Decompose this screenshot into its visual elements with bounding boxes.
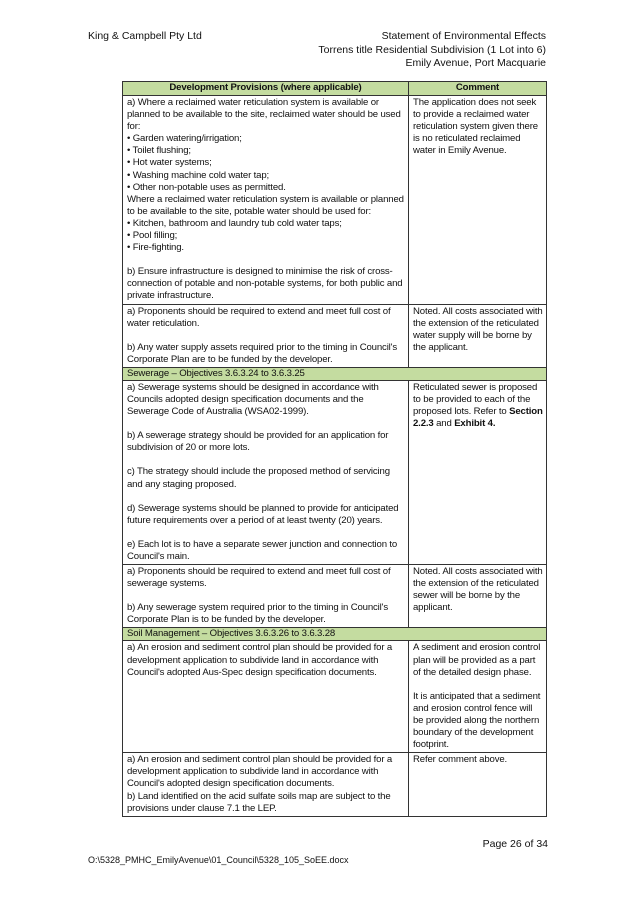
provision-cell <box>123 753 409 816</box>
provision-text: a) Where a reclaimed water reticulation system is available or planned to be available to the site, reclaimed water should be used for: • Garden watering/irrigation; • Toilet flushing; • Hot water systems; • Washing machine cold water tap; • Other non-potable uses as permitted. Where a reclaimed water reticulation system is available or planned to be available to the site, potable water should be used for: • Kitchen, bathroom and laundry tub cold water taps; • Pool filling; • Fire-fighting. <box>127 97 404 254</box>
comment-text: A sediment and erosion control plan will be provided as a part of the detailed design phase. <box>413 642 541 678</box>
provision-cell <box>123 380 409 564</box>
provision-text: b) Ensure infrastructure is designed to minimise the risk of cross-connection of potable and non-potable systems, for both public and private infrastructure. <box>127 266 403 302</box>
section-row-sewerage <box>123 367 547 380</box>
comment-text: Reticulated sewer is proposed to be provided to each of the proposed lots. Refer to <box>413 381 538 418</box>
provision-text: a) An erosion and sediment control plan should be provided for a development application to subdivide land in accordance with Council's adopted design specification documents. <box>127 754 393 790</box>
provisions-table <box>122 81 547 817</box>
header-project: Torrens title Residential Subdivision (1 Lot into 6) <box>318 43 546 56</box>
section-row-soil <box>123 628 547 641</box>
comment-cell <box>409 753 547 816</box>
comment-cell <box>409 96 547 305</box>
comment-cell <box>409 380 547 564</box>
section-heading: Soil Management – Objectives 3.6.3.26 to 3.6.3.28 <box>123 628 547 641</box>
provision-cell <box>123 641 409 753</box>
header-company: King & Campbell Pty Ltd <box>88 30 202 42</box>
provision-text: a) An erosion and sediment control plan should be provided for a development application to subdivide land in accordance with Council's adopted Aus-Spec design specification documents. <box>127 642 393 678</box>
table-header-row <box>123 82 547 96</box>
provision-text: d) Sewerage systems should be planned to provide for anticipated future requirements over a period of at least twenty (20) years. <box>127 502 399 526</box>
provision-text: e) Each lot is to have a separate sewer junction and connection to Council's main. <box>127 538 398 562</box>
file-path: O:\5328_PMHC_EmilyAvenue\01_Council\5328_105_SoEE.docx <box>88 855 349 865</box>
table-row <box>123 753 547 816</box>
comment-text: The application does not seek to provide a reclaimed water reticulation system given there is no reticulated reclaimed water in Emily Avenue. <box>413 97 538 157</box>
table-row <box>123 380 547 564</box>
provision-text: a) Proponents should be required to extend and meet full cost of water reticulation. <box>127 305 391 329</box>
section-heading: Sewerage – Objectives 3.6.3.24 to 3.6.3.25 <box>123 367 547 380</box>
page-number: Page 26 of 34 <box>482 838 548 850</box>
comment-text: It is anticipated that a sediment and erosion control fence will be provided along the northern boundary of the development footprint. <box>413 690 541 751</box>
provision-cell <box>123 565 409 628</box>
table-row <box>123 96 547 305</box>
comment-text: Refer comment above. <box>413 754 508 766</box>
provision-text: a) Sewerage systems should be designed in accordance with Councils adopted design specification documents and the Sewerage Code of Australia (WSA02-1999). <box>127 381 379 418</box>
header-address: Emily Avenue, Port Macquarie <box>405 57 546 69</box>
comment-text: Noted. All costs associated with the extension of the reticulated water supply will be borne by the applicant. <box>413 305 543 353</box>
section-reference: Section 2.2.3 <box>413 406 543 430</box>
table-row <box>123 565 547 628</box>
comment-cell <box>409 641 547 753</box>
provision-cell <box>123 304 409 367</box>
comment-text: Noted. All costs associated with the extension of the reticulated sewer will be borne by the applicant. <box>413 566 543 614</box>
comment-cell <box>409 565 547 628</box>
table-row <box>123 641 547 753</box>
provision-text: b) Any water supply assets required prior to the timing in Council's Corporate Plan are to be funded by the developer. <box>127 341 397 365</box>
table-row <box>123 304 547 367</box>
provision-text: b) Land identified on the acid sulfate soils map are subject to the provisions under clause 7.1 the LEP. <box>127 790 391 814</box>
exhibit-reference: Exhibit 4. <box>454 418 496 430</box>
col-header-provisions: Development Provisions (where applicable) <box>123 82 409 96</box>
comment-cell <box>409 304 547 367</box>
provision-cell <box>123 96 409 305</box>
col-header-comment: Comment <box>409 82 547 96</box>
header-doc-title: Statement of Environmental Effects <box>381 30 546 42</box>
provision-text: c) The strategy should include the proposed method of servicing and any staging proposed. <box>127 466 390 490</box>
provision-text: b) A sewerage strategy should be provided for an application for subdivision of 20 or more lots. <box>127 430 389 454</box>
provision-text: b) Any sewerage system required prior to the timing in Council's Corporate Plan is to be funded by the developer. <box>127 602 388 626</box>
comment-text: and <box>433 418 455 430</box>
provision-text: a) Proponents should be required to extend and meet full cost of sewerage systems. <box>127 566 391 590</box>
header-doc-info <box>318 30 546 71</box>
